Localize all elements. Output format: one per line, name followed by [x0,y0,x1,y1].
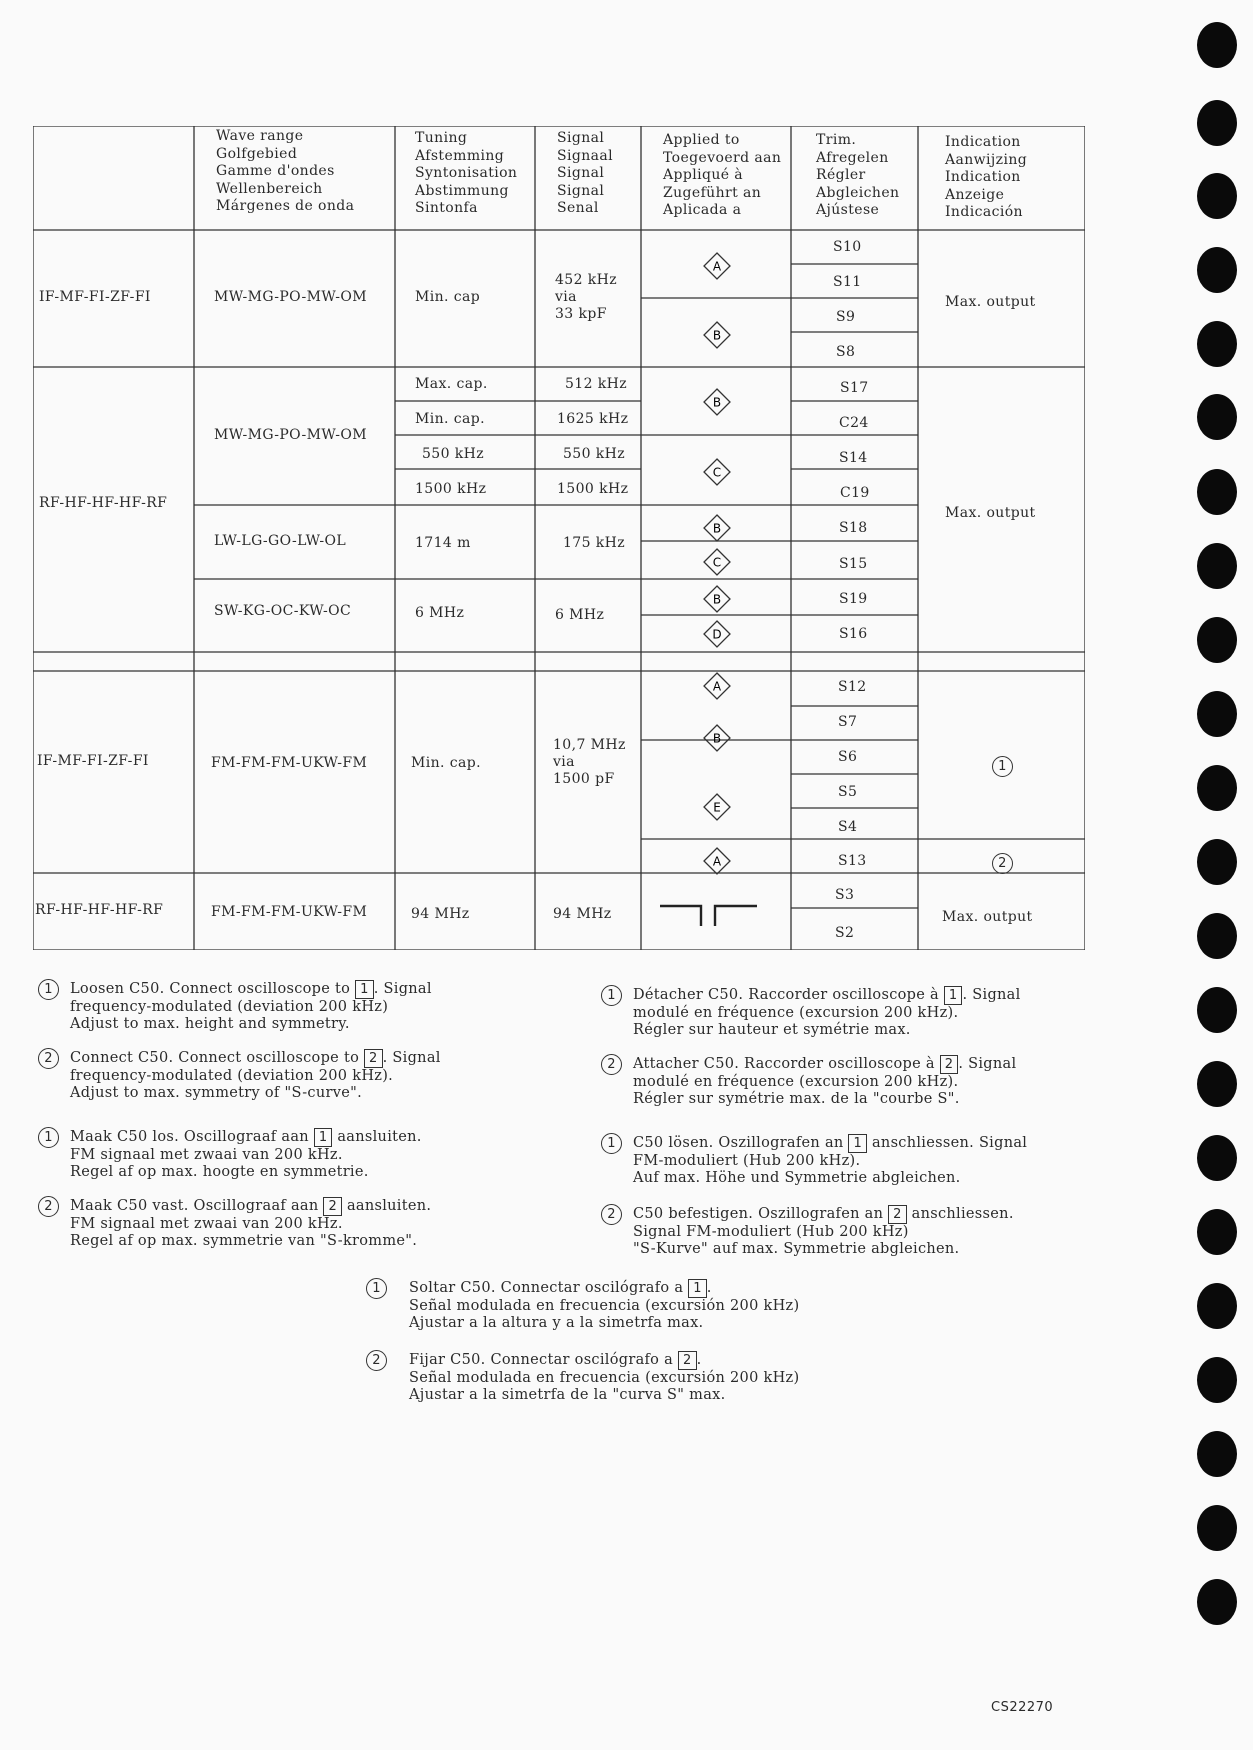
punch-hole [1197,173,1237,219]
punch-hole [1197,765,1237,811]
punch-hole [1197,247,1237,293]
point-label: B [712,395,722,410]
s2-trim-4: C19 [840,485,870,501]
s3-indication-2: 2 [992,853,1013,874]
punch-hole [1197,22,1237,68]
header-tuning: Tuning Afstemming Syntonisation Abstimmung Sintonfa [415,130,518,216]
point-label: B [712,521,722,536]
point-label: E [713,800,721,815]
punch-hole [1197,839,1237,885]
document-id: CS22270 [991,1700,1054,1715]
s4-tuning: 94 MHz [411,906,470,922]
point-label: B [712,328,722,343]
punch-hole [1197,1431,1237,1477]
s1-trim-4: S8 [836,344,856,360]
s3-wave: FM-FM-FM-UKW-FM [211,755,368,771]
punch-hole [1197,1579,1237,1625]
point-diamond [702,723,732,753]
point-label: A [712,854,722,869]
point-diamond [702,251,732,281]
s2-trim-1: S17 [840,380,869,396]
s2-trim-7: S19 [839,591,868,607]
note-de-1: 1 C50 lösen. Oszillografen an 1 anschliessen. Signal FM-moduliert (Hub 200 kHz). Auf max. Höhe und Symmetrie abgleichen. [601,1134,1081,1189]
note-en-2: 2 Connect C50. Connect oscilloscope to 2 . Signal frequency-modulated (deviation 200 kHz). Adjust to max. symmetry of "S-curve". [38,1049,558,1104]
s2-trim-5: S18 [839,520,868,536]
header-trim: Trim. Afregelen Régler Abgleichen Ajústese [816,132,900,218]
s2-mw-tuning-3: 550 kHz [422,446,485,462]
s2-trim-3: S14 [839,450,868,466]
s3-trim-2: S7 [838,714,858,730]
s1-trim-1: S10 [833,239,862,255]
punch-hole [1197,617,1237,663]
s1-stage: IF-MF-FI-ZF-FI [39,289,151,305]
punch-hole [1197,1135,1237,1181]
s4-wave: FM-FM-FM-UKW-FM [211,904,368,920]
point-diamond [702,792,732,822]
point-label: A [712,679,722,694]
s3-indication-1: 1 [992,756,1013,777]
s4-trim-2: S2 [835,925,855,941]
point-diamond [702,513,732,543]
punch-hole [1197,987,1237,1033]
s3-trim-1: S12 [838,679,867,695]
s2-mw-tuning-2: Min. cap. [415,411,485,427]
connection-symbol [660,906,757,926]
note-es-2: 2 Fijar C50. Connectar oscilógrafo a 2 . Señal modulada en frecuencia (excursión 200 kHz) Ajustar a la simetrfa de la "curva S" max. [366,1351,826,1406]
s2-mw-signal-3: 550 kHz [563,446,626,462]
point-diamond [702,619,732,649]
s2-mw-tuning-4: 1500 kHz [415,481,487,497]
punch-hole [1197,100,1237,146]
s3-trim-5: S4 [838,819,858,835]
s2-sw-wave: SW-KG-OC-KW-OC [214,603,352,619]
alignment-table [33,126,1085,950]
point-label: D [712,627,722,642]
point-diamond [702,387,732,417]
s2-mw-signal-2: 1625 kHz [557,411,629,427]
s1-trim-3: S9 [836,309,856,325]
punch-hole [1197,1209,1237,1255]
note-fr-2: 2 Attacher C50. Raccorder oscilloscope à 2 . Signal modulé en fréquence (excursion 200 kHz). Régler sur symétrie max. de la "courbe S". [601,1055,1081,1110]
punch-hole [1197,543,1237,589]
point-label: C [712,465,722,480]
s3-tuning: Min. cap. [411,755,481,771]
s1-indication: Max. output [945,294,1036,310]
s2-sw-tuning: 6 MHz [415,605,465,621]
point-diamond [702,457,732,487]
point-diamond [702,846,732,876]
point-label: B [712,731,722,746]
s2-sw-signal: 6 MHz [555,607,605,623]
point-label: B [712,592,722,607]
s2-lw-wave: LW-LG-GO-LW-OL [214,533,347,549]
point-diamond [702,320,732,350]
s3-stage: IF-MF-FI-ZF-FI [37,753,149,769]
note-en-1: 1 Loosen C50. Connect oscilloscope to 1 . Signal frequency-modulated (deviation 200 kHz) Adjust to max. height and symmetry. [38,980,558,1035]
header-signal: Signal Signaal Signal Signal Senal [557,130,614,216]
s3-trim-4: S5 [838,784,858,800]
note-fr-1: 1 Détacher C50. Raccorder oscilloscope à 1 . Signal modulé en fréquence (excursion 200 kHz). Régler sur hauteur et symétrie max. [601,986,1081,1041]
s2-mw-signal-1: 512 kHz [565,376,628,392]
s4-signal: 94 MHz [553,906,612,922]
s2-trim-8: S16 [839,626,868,642]
s4-indication: Max. output [942,909,1033,925]
punch-hole [1197,691,1237,737]
note-de-2: 2 C50 befestigen. Oszillografen an 2 anschliessen. Signal FM-moduliert (Hub 200 kHz) "S-Kurve" auf max. Symmetrie abgleichen. [601,1205,1081,1260]
punch-hole [1197,394,1237,440]
s2-mw-signal-4: 1500 kHz [557,481,629,497]
s3-trim-6: S13 [838,853,867,869]
header-indication: Indication Aanwijzing Indication Anzeige Indicación [945,134,1028,220]
note-nl-2: 2 Maak C50 vast. Oscillograaf aan 2 aansluiten. FM signaal met zwaai van 200 kHz. Regel af op max. symmetrie van "S-kromme". [38,1197,558,1252]
point-diamond [702,584,732,614]
punch-hole [1197,469,1237,515]
s1-trim-2: S11 [833,274,862,290]
punch-hole [1197,913,1237,959]
s1-wave: MW-MG-PO-MW-OM [214,289,367,305]
punch-hole [1197,1505,1237,1551]
point-label: C [712,555,722,570]
s4-trim-1: S3 [835,887,855,903]
punch-hole [1197,1357,1237,1403]
punch-hole [1197,1061,1237,1107]
s1-tuning: Min. cap [415,289,481,305]
s2-stage: RF-HF-HF-HF-RF [39,495,168,511]
punch-hole [1197,321,1237,367]
point-label: A [712,259,722,274]
s1-signal: 452 kHz via 33 kpF [555,272,618,322]
s2-lw-tuning: 1714 m [415,535,471,551]
header-wave-range: Wave range Golfgebied Gamme d'ondes Wellenbereich Márgenes de onda [216,128,355,214]
s2-indication: Max. output [945,505,1036,521]
s2-trim-2: C24 [839,415,869,431]
s2-mw-wave: MW-MG-PO-MW-OM [214,427,367,443]
s2-lw-signal: 175 kHz [563,535,626,551]
s4-stage: RF-HF-HF-HF-RF [35,902,164,918]
note-nl-1: 1 Maak C50 los. Oscillograaf aan 1 aansluiten. FM signaal met zwaai van 200 kHz. Regel af op max. hoogte en symmetrie. [38,1128,558,1183]
s3-signal: 10,7 MHz via 1500 pF [553,737,626,787]
s2-trim-6: S15 [839,556,868,572]
s3-trim-3: S6 [838,749,858,765]
table-grid [33,126,1085,950]
header-applied-to: Applied to Toegevoerd aan Appliqué à Zugeführt an Aplicada a [663,132,782,218]
point-diamond [702,547,732,577]
note-es-1: 1 Soltar C50. Connectar oscilógrafo a 1 . Señal modulada en frecuencia (excursión 200 kHz) Ajustar a la altura y a la simetrfa max. [366,1279,826,1334]
s2-mw-tuning-1: Max. cap. [415,376,488,392]
punch-hole [1197,1283,1237,1329]
point-diamond [702,671,732,701]
